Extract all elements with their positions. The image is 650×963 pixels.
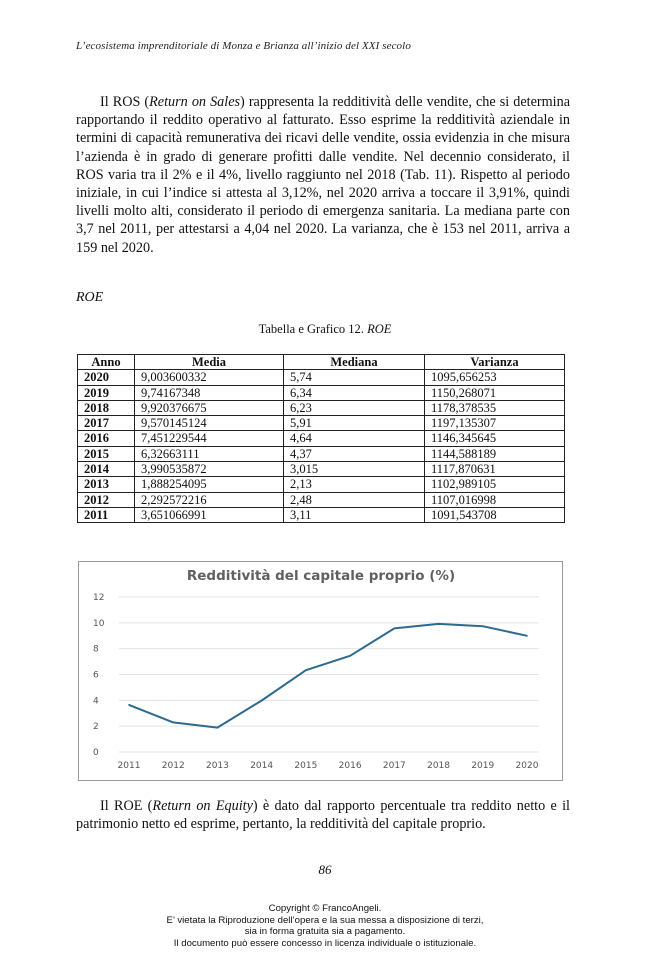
data-point (394, 628, 396, 630)
cell-media: 3,990535872 (135, 462, 284, 477)
data-point (172, 722, 174, 724)
paragraph-roe-start: Il ROE ( (100, 798, 153, 814)
data-point (261, 700, 263, 702)
copyright-line: Il documento può essere concesso in licenza individuale o istituzionale. (173, 937, 477, 949)
table-caption (0, 322, 650, 337)
y-tick-label: 2 (93, 722, 99, 733)
data-point (438, 623, 440, 625)
cell-media: 7,451229544 (135, 431, 284, 446)
copyright-line: Copyright © FrancoAngeli. (268, 903, 382, 914)
cell-media: 6,32663111 (135, 446, 284, 461)
cell-mediana: 4,64 (284, 431, 425, 446)
y-tick-label: 0 (93, 748, 99, 758)
table-row (78, 492, 565, 507)
cell-media: 9,920376675 (135, 400, 284, 415)
x-tick-label: 2017 (382, 761, 406, 771)
cell-anno: 2016 (78, 431, 135, 446)
table-row (78, 507, 565, 522)
table-row (78, 462, 565, 477)
cell-media: 9,003600332 (135, 370, 284, 385)
header-mediana: Mediana (284, 355, 425, 370)
cell-varianza: 1150,268071 (425, 385, 565, 400)
table-caption-label: ROE (367, 322, 392, 336)
table-caption-prefix: Tabella e Grafico 12. (258, 322, 368, 336)
copyright-line: sia in forma gratuita sia a pagamento. (244, 926, 406, 937)
series-line (129, 624, 527, 728)
cell-media: 1,888254095 (135, 477, 284, 492)
cell-media: 3,651066991 (135, 507, 284, 522)
cell-mediana: 4,37 (284, 446, 425, 461)
table-row (78, 446, 565, 461)
cell-varianza: 1102,989105 (425, 477, 565, 492)
x-tick-label: 2020 (515, 761, 539, 771)
y-tick-label: 10 (93, 618, 105, 629)
cell-varianza: 1178,378535 (425, 400, 565, 415)
cell-anno: 2011 (78, 507, 135, 522)
paragraph-roe-term: Return on Equity (152, 798, 253, 814)
x-tick-label: 2011 (117, 761, 141, 771)
table-row (78, 431, 565, 446)
cell-mediana: 5,91 (284, 416, 425, 431)
cell-anno: 2020 (78, 370, 135, 385)
running-head: L’ecosistema imprenditoriale di Monza e Brianza all’inizio del XXI secolo (76, 40, 411, 52)
copyright-notice (0, 903, 650, 949)
cell-mediana: 3,11 (284, 507, 425, 522)
cell-mediana: 2,13 (284, 477, 425, 492)
roe-table (77, 354, 565, 523)
table-row (78, 385, 565, 400)
cell-anno: 2019 (78, 385, 135, 400)
data-point (349, 655, 351, 657)
cell-anno: 2014 (78, 462, 135, 477)
y-tick-label: 12 (93, 593, 105, 603)
cell-varianza: 1146,345645 (425, 431, 565, 446)
cell-varianza: 1144,588189 (425, 446, 565, 461)
cell-mediana: 6,23 (284, 400, 425, 415)
cell-varianza: 1095,656253 (425, 370, 565, 385)
y-tick-label: 4 (93, 696, 99, 707)
paragraph-roe-text: ) è dato dal rapporto percentuale tra reddito netto e il patrimonio netto ed esprime, pertanto, la redditività del capitale proprio. (76, 798, 570, 833)
table-row (78, 400, 565, 415)
data-point (526, 635, 528, 637)
x-tick-label: 2012 (161, 761, 185, 771)
cell-anno: 2012 (78, 492, 135, 507)
cell-media: 9,570145124 (135, 416, 284, 431)
data-point (128, 704, 130, 706)
header-anno: Anno (78, 355, 135, 370)
cell-mediana: 5,74 (284, 370, 425, 385)
x-tick-label: 2015 (294, 761, 318, 771)
paragraph-roe (76, 797, 570, 833)
data-point (305, 669, 307, 671)
table-row (78, 370, 565, 385)
x-tick-label: 2016 (338, 761, 362, 771)
cell-anno: 2017 (78, 416, 135, 431)
cell-varianza: 1091,543708 (425, 507, 565, 522)
x-tick-label: 2019 (471, 761, 495, 771)
x-tick-label: 2018 (427, 761, 451, 771)
x-tick-label: 2014 (250, 761, 274, 771)
cell-anno: 2018 (78, 400, 135, 415)
data-point (482, 625, 484, 627)
cell-mediana: 2,48 (284, 492, 425, 507)
y-tick-label: 6 (93, 670, 99, 681)
cell-anno: 2015 (78, 446, 135, 461)
page-number: 86 (318, 862, 332, 877)
data-point (217, 727, 219, 729)
paragraph-ros-start: Il ROS ( (100, 94, 150, 110)
copyright-line: E’ vietata la Riproduzione dell’opera e la sua messa a disposizione di terzi, (166, 914, 484, 926)
cell-mediana: 3,015 (284, 462, 425, 477)
table-row (78, 477, 565, 492)
roe-line-chart (78, 561, 563, 781)
x-tick-label: 2013 (205, 761, 229, 771)
table-row (78, 416, 565, 431)
chart-svg (79, 562, 562, 780)
paragraph-ros-term: Return on Sales (149, 94, 241, 110)
cell-varianza: 1197,135307 (425, 416, 565, 431)
paragraph-ros (76, 93, 570, 257)
chart-title: Redditività del capitale proprio (%) (186, 568, 456, 584)
cell-varianza: 1107,016998 (425, 492, 565, 507)
section-title: ROE (76, 290, 104, 305)
cell-varianza: 1117,870631 (425, 462, 565, 477)
paragraph-ros-text: ) rappresenta la redditività delle vendite, che si determina rapportando il reddito operativo al fatturato. Esso esprime la redditività aziendale in termini di capacità remunerativa dei ricavi delle vendite, ossia evidenzia in che misura l’azienda è in grado di generare profitti dalle vendite. Nel decennio considerato, il ROS varia tra il 2% e il 4%, livello raggiunto nel 2018 (Tab. 11). Rispetto al periodo iniziale, in cui l’indice si attesta al 3,12%, nel 2020 arriva a toccare il 3,91%, quindi livelli molto alti, considerato il periodo di emergenza sanitaria. La mediana parte con 3,7 nel 2011, per attestarsi a 4,04 nel 2020. La varianza, che è 153 nel 2011, arriva a 159 nel 2020. (76, 94, 570, 256)
y-tick-label: 8 (93, 644, 99, 655)
table-header-row (78, 355, 565, 370)
header-varianza: Varianza (425, 355, 565, 370)
cell-media: 9,74167348 (135, 385, 284, 400)
cell-media: 2,292572216 (135, 492, 284, 507)
header-media: Media (135, 355, 284, 370)
cell-mediana: 6,34 (284, 385, 425, 400)
cell-anno: 2013 (78, 477, 135, 492)
